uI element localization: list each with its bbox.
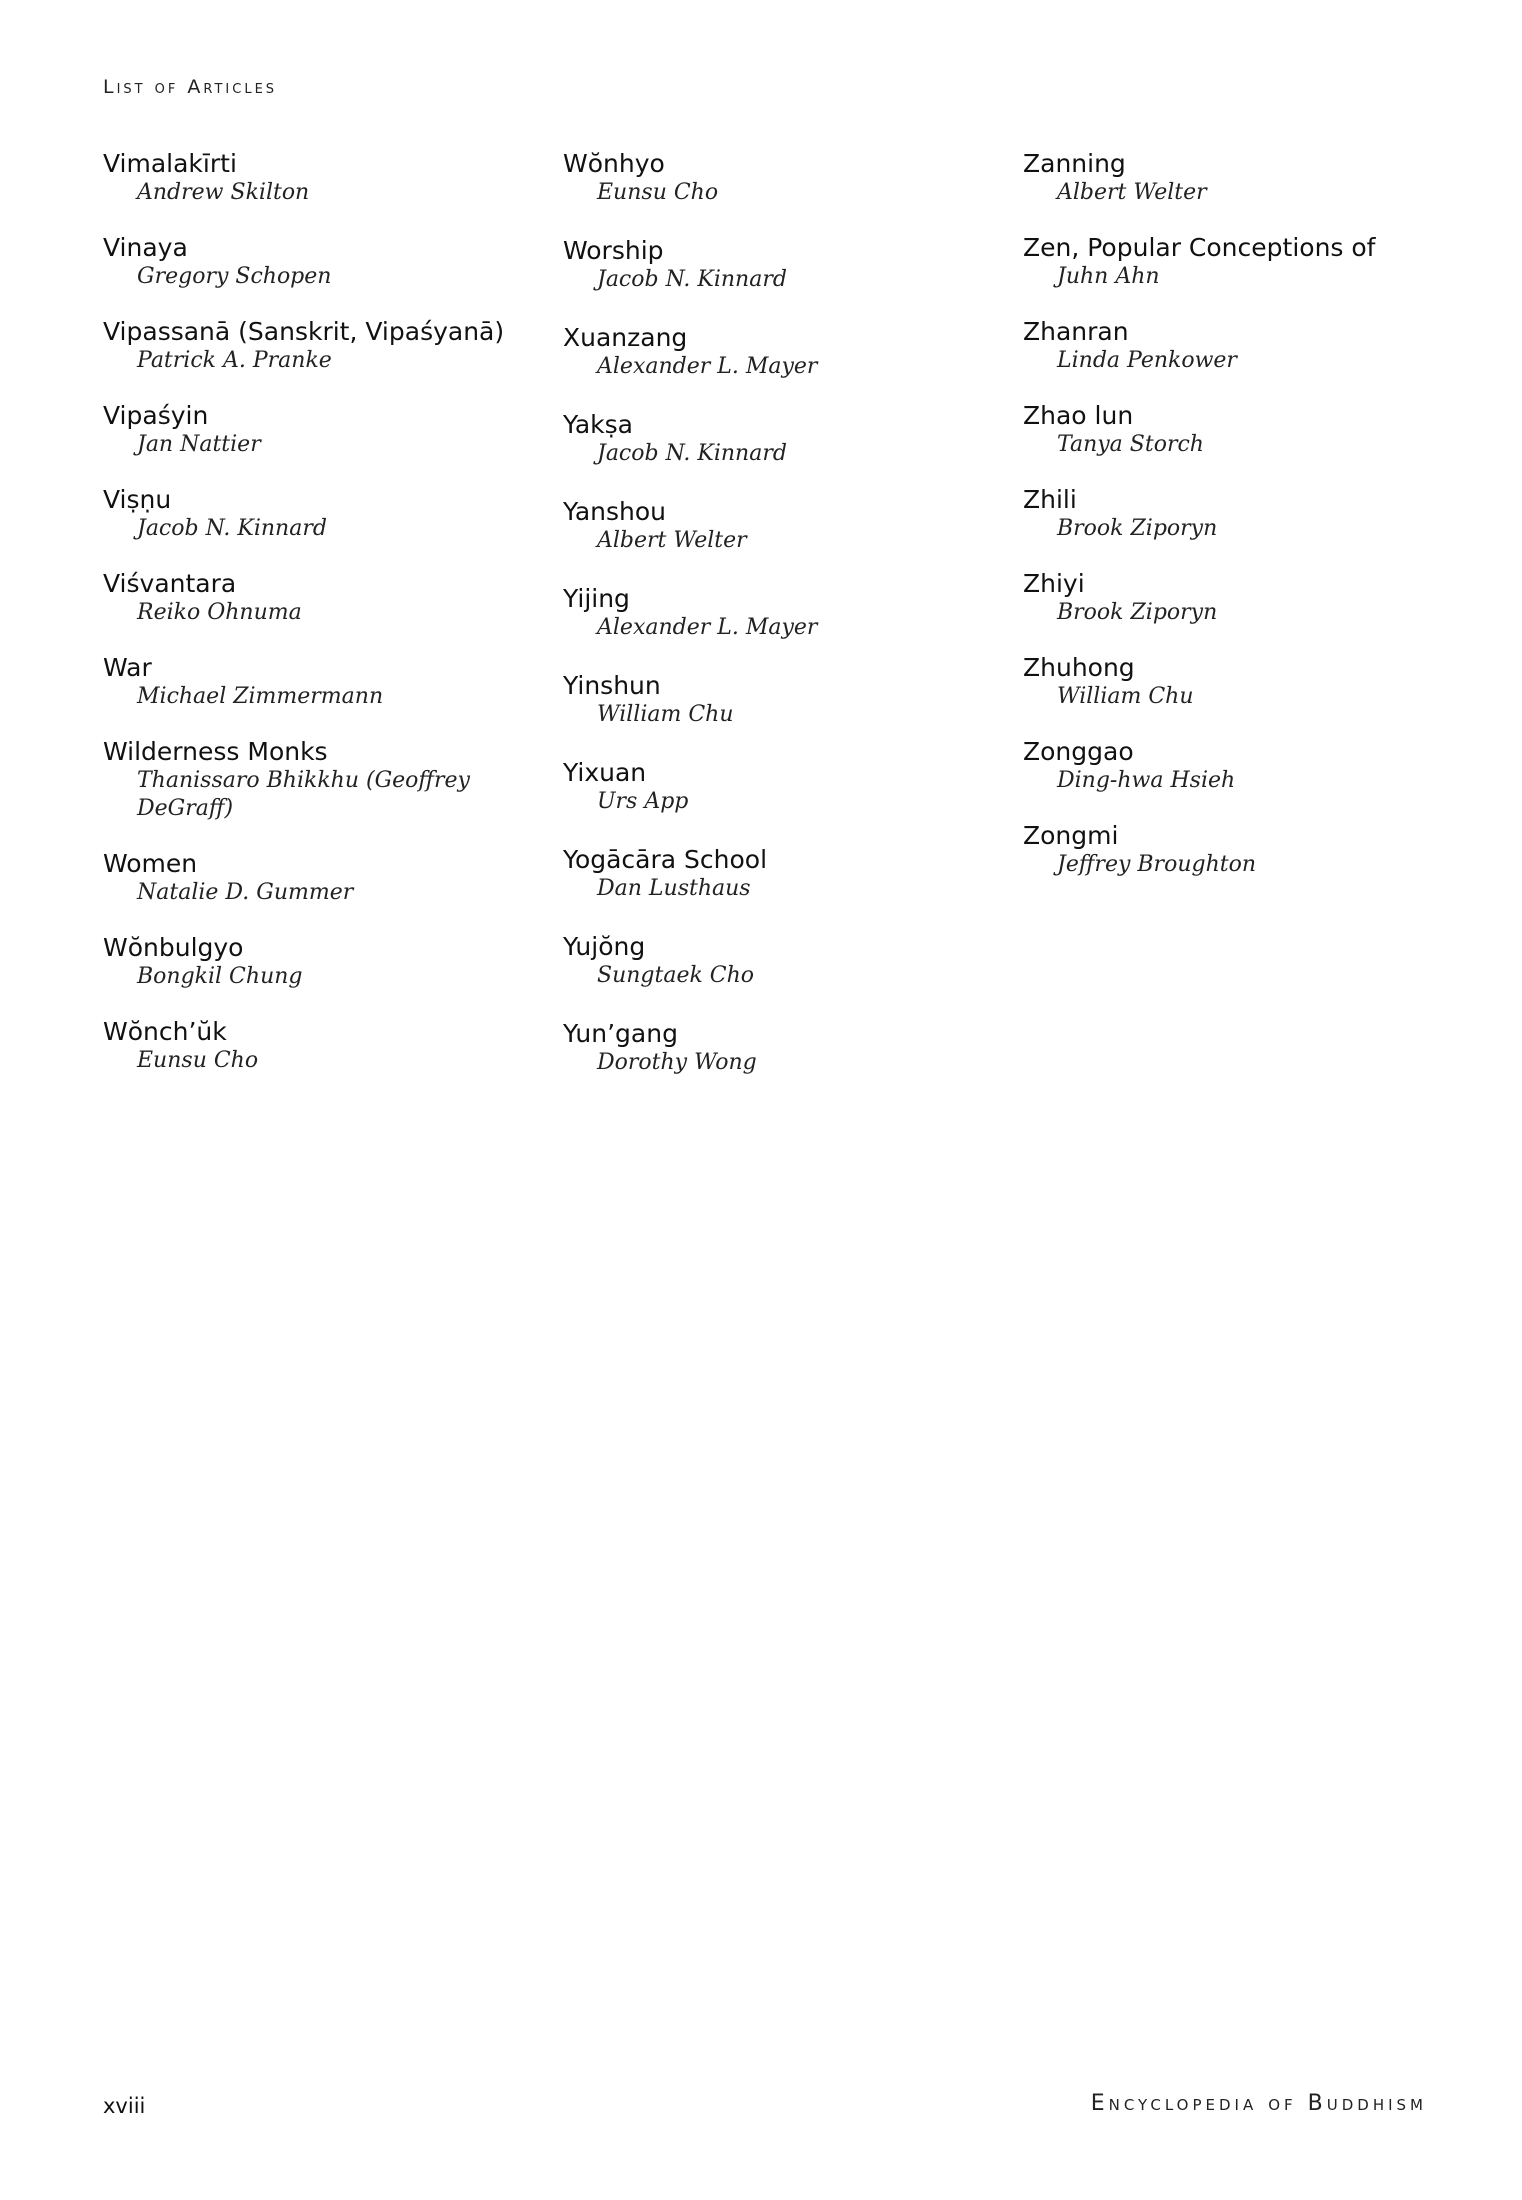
article-title: Wilderness Monks (103, 737, 328, 766)
article-title: Women (103, 849, 198, 878)
article-title: Zen, Popular Conceptions of (1023, 233, 1376, 262)
article-author: Tanya Storch (1057, 432, 1204, 457)
article-title: Vimalakīrti (103, 149, 237, 178)
article-title: Yanshou (563, 497, 667, 526)
article-title: War (103, 653, 152, 682)
article-entry (103, 848, 543, 907)
article-title: Viṣṇu (103, 485, 172, 514)
running-foot-book-title: Encyclopedia of Buddhism (1090, 2091, 1427, 2116)
article-entry (103, 736, 543, 823)
article-title: Yixuan (563, 758, 647, 787)
article-title: Yujŏng (563, 932, 646, 961)
article-entry (103, 568, 543, 627)
article-author: Albert Welter (1057, 180, 1207, 205)
article-entry (1023, 484, 1463, 543)
article-entry (103, 652, 543, 711)
article-title: Wŏnch’ŭk (103, 1017, 227, 1046)
article-entry (563, 844, 1003, 903)
article-author: Albert Welter (597, 528, 747, 553)
article-entry (1023, 568, 1463, 627)
column-3 (1023, 148, 1463, 904)
article-author: Natalie D. Gummer (137, 880, 354, 905)
column-2 (563, 148, 1003, 1105)
article-author: Reiko Ohnuma (137, 600, 302, 625)
article-title: Yijing (563, 584, 630, 613)
article-entry (563, 757, 1003, 816)
article-entry (1023, 232, 1463, 291)
article-author: Jacob N. Kinnard (137, 516, 327, 541)
article-entry (103, 232, 543, 291)
article-title: Zanning (1023, 149, 1126, 178)
article-entry (1023, 820, 1463, 879)
article-author: Jeffrey Broughton (1057, 852, 1256, 877)
article-entry (1023, 736, 1463, 795)
article-title: Wŏnhyo (563, 149, 665, 178)
article-author: Bongkil Chung (137, 964, 303, 989)
article-author: Jan Nattier (137, 432, 261, 457)
article-entry (103, 932, 543, 991)
article-title: Worship (563, 236, 664, 265)
article-author: Dorothy Wong (597, 1050, 757, 1075)
article-author: Urs App (597, 789, 689, 814)
article-entry (103, 1016, 543, 1075)
article-title: Yinshun (563, 671, 661, 700)
article-entry (103, 148, 543, 207)
article-author: Alexander L. Mayer (597, 615, 818, 640)
article-entry (563, 148, 1003, 207)
article-author: Sungtaek Cho (597, 963, 755, 988)
article-entry (563, 409, 1003, 468)
article-entry (1023, 316, 1463, 375)
article-entry (563, 670, 1003, 729)
article-entry (563, 583, 1003, 642)
article-author: Andrew Skilton (137, 180, 310, 205)
article-title: Zhili (1023, 485, 1077, 514)
article-author: William Chu (597, 702, 734, 727)
article-entry (563, 322, 1003, 381)
article-entry (563, 496, 1003, 555)
article-entry (103, 400, 543, 459)
article-title: Zhao lun (1023, 401, 1134, 430)
article-author: Gregory Schopen (137, 264, 332, 289)
page-number: xviii (103, 2094, 146, 2118)
article-title: Yogācāra School (563, 845, 768, 874)
article-title: Zhuhong (1023, 653, 1135, 682)
article-author: Jacob N. Kinnard (597, 267, 787, 292)
article-entry (1023, 400, 1463, 459)
article-author: Thanissaro Bhikkhu (Geoffrey DeGraff) (137, 768, 470, 821)
article-author: Jacob N. Kinnard (597, 441, 787, 466)
article-author: Linda Penkower (1057, 348, 1237, 373)
article-author: Eunsu Cho (597, 180, 719, 205)
article-entry (1023, 652, 1463, 711)
article-title: Zhiyi (1023, 569, 1085, 598)
article-entry (103, 316, 543, 375)
article-title: Wŏnbulgyo (103, 933, 244, 962)
article-title: Zongmi (1023, 821, 1119, 850)
article-author: Juhn Ahn (1057, 264, 1160, 289)
article-title: Xuanzang (563, 323, 688, 352)
article-author: Dan Lusthaus (597, 876, 751, 901)
running-head: List of Articles (103, 76, 278, 98)
article-author: Alexander L. Mayer (597, 354, 818, 379)
article-entry (563, 235, 1003, 294)
article-author: Michael Zimmermann (137, 684, 384, 709)
article-author: Brook Ziporyn (1057, 600, 1218, 625)
article-title: Vipaśyin (103, 401, 209, 430)
article-author: William Chu (1057, 684, 1194, 709)
article-title: Vipassanā (Sanskrit, Vipaśyanā) (103, 317, 505, 346)
column-1 (103, 148, 543, 1100)
article-title: Yun’gang (563, 1019, 678, 1048)
article-author: Patrick A. Pranke (137, 348, 332, 373)
article-entry (1023, 148, 1463, 207)
article-entry (563, 931, 1003, 990)
article-list (0, 148, 1522, 1148)
article-title: Viśvantara (103, 569, 237, 598)
article-title: Yakṣa (563, 410, 633, 439)
article-author: Ding-hwa Hsieh (1057, 768, 1236, 793)
article-entry (563, 1018, 1003, 1077)
article-title: Zonggao (1023, 737, 1134, 766)
article-title: Zhanran (1023, 317, 1129, 346)
article-title: Vinaya (103, 233, 188, 262)
article-author: Brook Ziporyn (1057, 516, 1218, 541)
article-author: Eunsu Cho (137, 1048, 259, 1073)
article-entry (103, 484, 543, 543)
